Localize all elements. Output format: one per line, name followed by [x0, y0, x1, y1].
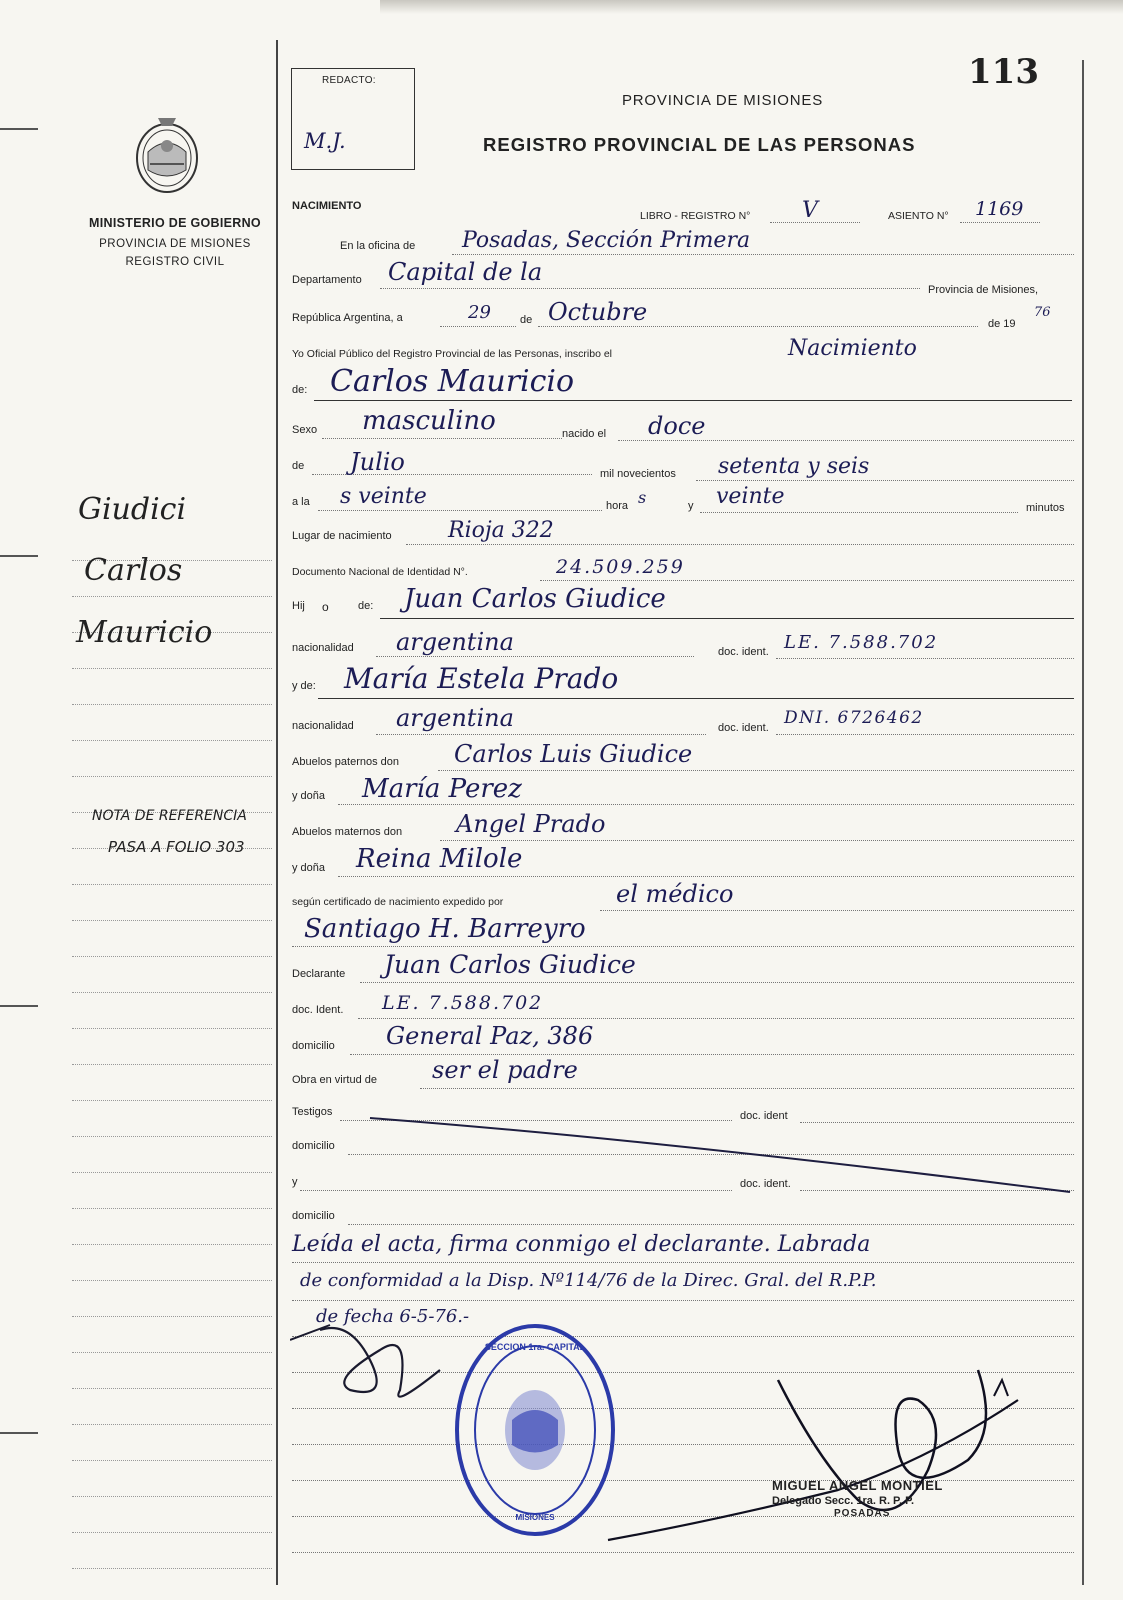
- lugar-label: Lugar de nacimiento: [292, 530, 392, 542]
- certificado-label: según certificado de nacimiento expedido por: [292, 896, 504, 908]
- ruled-line: [72, 1316, 272, 1317]
- ruled-line: [72, 884, 272, 885]
- yo-oficial-value: Nacimiento: [788, 336, 917, 361]
- hora-value: s veinte: [340, 484, 427, 509]
- reference-note: NOTA DE REFERENCIA: [92, 808, 247, 824]
- ruled-line: [72, 1136, 272, 1137]
- libro-value: V: [802, 198, 818, 223]
- nacionalidad2-label: nacionalidad: [292, 720, 354, 732]
- redacto-label: REDACTO:: [322, 75, 376, 86]
- testigos-doc2-label: doc. ident.: [740, 1178, 791, 1190]
- hijo-suffix: o: [322, 600, 329, 614]
- ministry-province: PROVINCIA DE MISIONES: [99, 238, 251, 250]
- page-top-shadow: [380, 0, 1123, 14]
- y2-label: y: [292, 1176, 298, 1188]
- binder-mark: [0, 1432, 38, 1434]
- svg-text:MISIONES: MISIONES: [515, 1513, 555, 1522]
- redacto-box: [291, 68, 415, 170]
- ruled-line: [72, 1208, 272, 1209]
- redacto-initials: M.J.: [304, 129, 346, 153]
- de-name-label: de:: [292, 384, 308, 396]
- doc1-label: doc. ident.: [718, 646, 769, 658]
- a-la-label: a la: [292, 496, 310, 508]
- abuelo-materno-value: Angel Prado: [456, 810, 606, 838]
- y-dona2-label: y doña: [292, 862, 326, 874]
- ruled-line: [72, 1460, 272, 1461]
- abuelo-paterno-value: Carlos Luis Giudice: [454, 740, 693, 768]
- binder-mark: [0, 555, 38, 557]
- dia-nacimiento: doce: [648, 412, 706, 440]
- margin-first-name: Carlos: [84, 553, 183, 588]
- abuelos-maternos-label: Abuelos maternos don: [292, 826, 403, 838]
- ministry-block: [80, 216, 270, 268]
- ruled-line: [72, 1532, 272, 1533]
- anio-nacimiento: setenta y seis: [718, 454, 870, 479]
- day-value: 29: [468, 302, 491, 323]
- madre-value: María Estela Prado: [344, 662, 619, 695]
- ruled-line: [72, 740, 272, 741]
- binder-mark: [0, 128, 38, 130]
- signer-name: MIGUEL ANGEL MONTIEL: [772, 1478, 943, 1493]
- doc1-value: LE. 7.588.702: [784, 632, 939, 653]
- ruled-line: [72, 956, 272, 957]
- ruled-line: [72, 1028, 272, 1029]
- testigos-domicilio2-label: domicilio: [292, 1210, 335, 1222]
- observacion-line2: de conformidad a la Disp. Nº114/76 de la Direc. Gral. del R.P.P.: [300, 1270, 877, 1291]
- ruled-line: [72, 1424, 272, 1425]
- y-de-label: y de:: [292, 680, 316, 692]
- person-name: Carlos Mauricio: [330, 364, 575, 399]
- domicilio-value: General Paz, 386: [386, 1022, 594, 1050]
- ruled-line: [72, 596, 272, 597]
- ruled-line: [72, 776, 272, 777]
- binder-mark: [0, 1005, 38, 1007]
- observacion-line3: de fecha 6-5-76.-: [316, 1306, 470, 1327]
- yo-oficial-label: Yo Oficial Público del Registro Provincial de las Personas, inscribo el: [292, 348, 613, 360]
- ruled-line: [72, 992, 272, 993]
- certificado-value: el médico: [616, 880, 734, 908]
- testigos-doc-label: doc. ident: [740, 1110, 788, 1122]
- declarante-label: Declarante: [292, 968, 346, 980]
- horas-suffix: s: [638, 488, 647, 507]
- ruled-line: [72, 1388, 272, 1389]
- abuelos-paternos-label: Abuelos paternos don: [292, 756, 400, 768]
- declarante-value: Juan Carlos Giudice: [384, 950, 636, 979]
- doc-ident-value: LE. 7.588.702: [382, 992, 544, 1014]
- obra-label: Obra en virtud de: [292, 1074, 377, 1086]
- nacionalidad2-value: argentina: [396, 704, 514, 732]
- minutos-label: minutos: [1026, 502, 1065, 514]
- year-label: de 19: [988, 318, 1016, 330]
- oficina-label: En la oficina de: [340, 240, 416, 252]
- hijo-label: Hij: [292, 600, 305, 612]
- sexo-label: Sexo: [292, 424, 318, 436]
- provincia-label: Provincia de Misiones,: [928, 284, 1039, 296]
- strike-through-line: [360, 1110, 1080, 1200]
- medico-value: Santiago H. Barreyro: [304, 914, 586, 944]
- de-label: de: [520, 314, 533, 326]
- departamento-label: Departamento: [292, 274, 362, 286]
- padre-value: Juan Carlos Giudice: [404, 584, 666, 614]
- right-rule: [1082, 60, 1084, 1585]
- margin-surname: Giudici: [78, 492, 187, 527]
- nacionalidad1-value: argentina: [396, 628, 514, 656]
- dni-label: Documento Nacional de Identidad N°.: [292, 566, 468, 578]
- ruled-line: [72, 668, 272, 669]
- nacimiento-label: NACIMIENTO: [292, 200, 362, 212]
- registry-title: REGISTRO PROVINCIAL DE LAS PERSONAS: [483, 134, 916, 155]
- ruled-line: [72, 704, 272, 705]
- ruled-line: [72, 920, 272, 921]
- year-value: 76: [1034, 305, 1051, 320]
- signer-title: Delegado Secc. 1ra. R. P. P.: [772, 1495, 915, 1507]
- abuela-paterna-value: María Perez: [362, 774, 522, 804]
- ruled-line: [72, 1352, 272, 1353]
- ruled-line: [72, 1568, 272, 1569]
- obra-value: ser el padre: [432, 1056, 578, 1084]
- ruled-line: [72, 1172, 272, 1173]
- hijo-de-label: de:: [358, 600, 374, 612]
- signer-block: [772, 1478, 943, 1519]
- signer-city: POSADAS: [834, 1508, 891, 1519]
- svg-text:SECCION 1ra. CAPITAL: SECCION 1ra. CAPITAL: [484, 1342, 586, 1352]
- month-value: Octubre: [548, 298, 648, 326]
- ruled-line: [72, 1280, 272, 1281]
- ruled-line: [72, 1244, 272, 1245]
- nacionalidad1-label: nacionalidad: [292, 642, 354, 654]
- declarant-signature: [290, 1310, 470, 1420]
- ruled-line: [72, 1064, 272, 1065]
- testigos-label: Testigos: [292, 1106, 333, 1118]
- nacido-label: nacido el: [562, 428, 607, 440]
- folio-number: 113: [968, 52, 1039, 92]
- lugar-value: Rioja 322: [448, 518, 554, 543]
- minutos-value: veinte: [716, 484, 785, 509]
- ministry-name: MINISTERIO DE GOBIERNO: [89, 216, 261, 230]
- observacion-line1: Leída el acta, firma conmigo el declarante. Labrada: [292, 1232, 871, 1257]
- mes-nacimiento: Julio: [350, 448, 405, 476]
- testigos-domicilio-label: domicilio: [292, 1140, 335, 1152]
- oficina-value: Posadas, Sección Primera: [462, 228, 751, 253]
- horas-label: hora: [606, 500, 629, 512]
- ruled-line: [72, 1496, 272, 1497]
- province-crest-icon: [128, 112, 206, 198]
- y-dona1-label: y doña: [292, 790, 326, 802]
- asiento-label: ASIENTO N°: [888, 210, 949, 222]
- reference-folio: PASA A FOLIO 303: [108, 838, 245, 856]
- republica-label: República Argentina, a: [292, 312, 403, 324]
- ministry-office: REGISTRO CIVIL: [125, 256, 225, 268]
- de2-label: de: [292, 460, 305, 472]
- mil-label: mil novecientos: [600, 468, 676, 480]
- y-label: y: [688, 500, 694, 512]
- dni-value: 24.509.259: [556, 556, 685, 578]
- departamento-value: Capital de la: [388, 258, 543, 286]
- ruled-line: [72, 1100, 272, 1101]
- doc2-value: DNI. 6726462: [784, 708, 924, 728]
- sexo-value: masculino: [362, 406, 496, 436]
- domicilio-label: domicilio: [292, 1040, 335, 1052]
- abuela-materna-value: Reina Milole: [356, 844, 523, 874]
- asiento-value: 1169: [975, 198, 1024, 220]
- official-seal-stamp: [450, 1320, 620, 1540]
- province-title: PROVINCIA DE MISIONES: [622, 92, 824, 109]
- doc-ident-label: doc. Ident.: [292, 1004, 344, 1016]
- doc2-label: doc. ident.: [718, 722, 769, 734]
- margin-rule: [276, 40, 278, 1585]
- libro-label: LIBRO - REGISTRO N°: [640, 210, 751, 222]
- margin-second-name: Mauricio: [76, 615, 213, 650]
